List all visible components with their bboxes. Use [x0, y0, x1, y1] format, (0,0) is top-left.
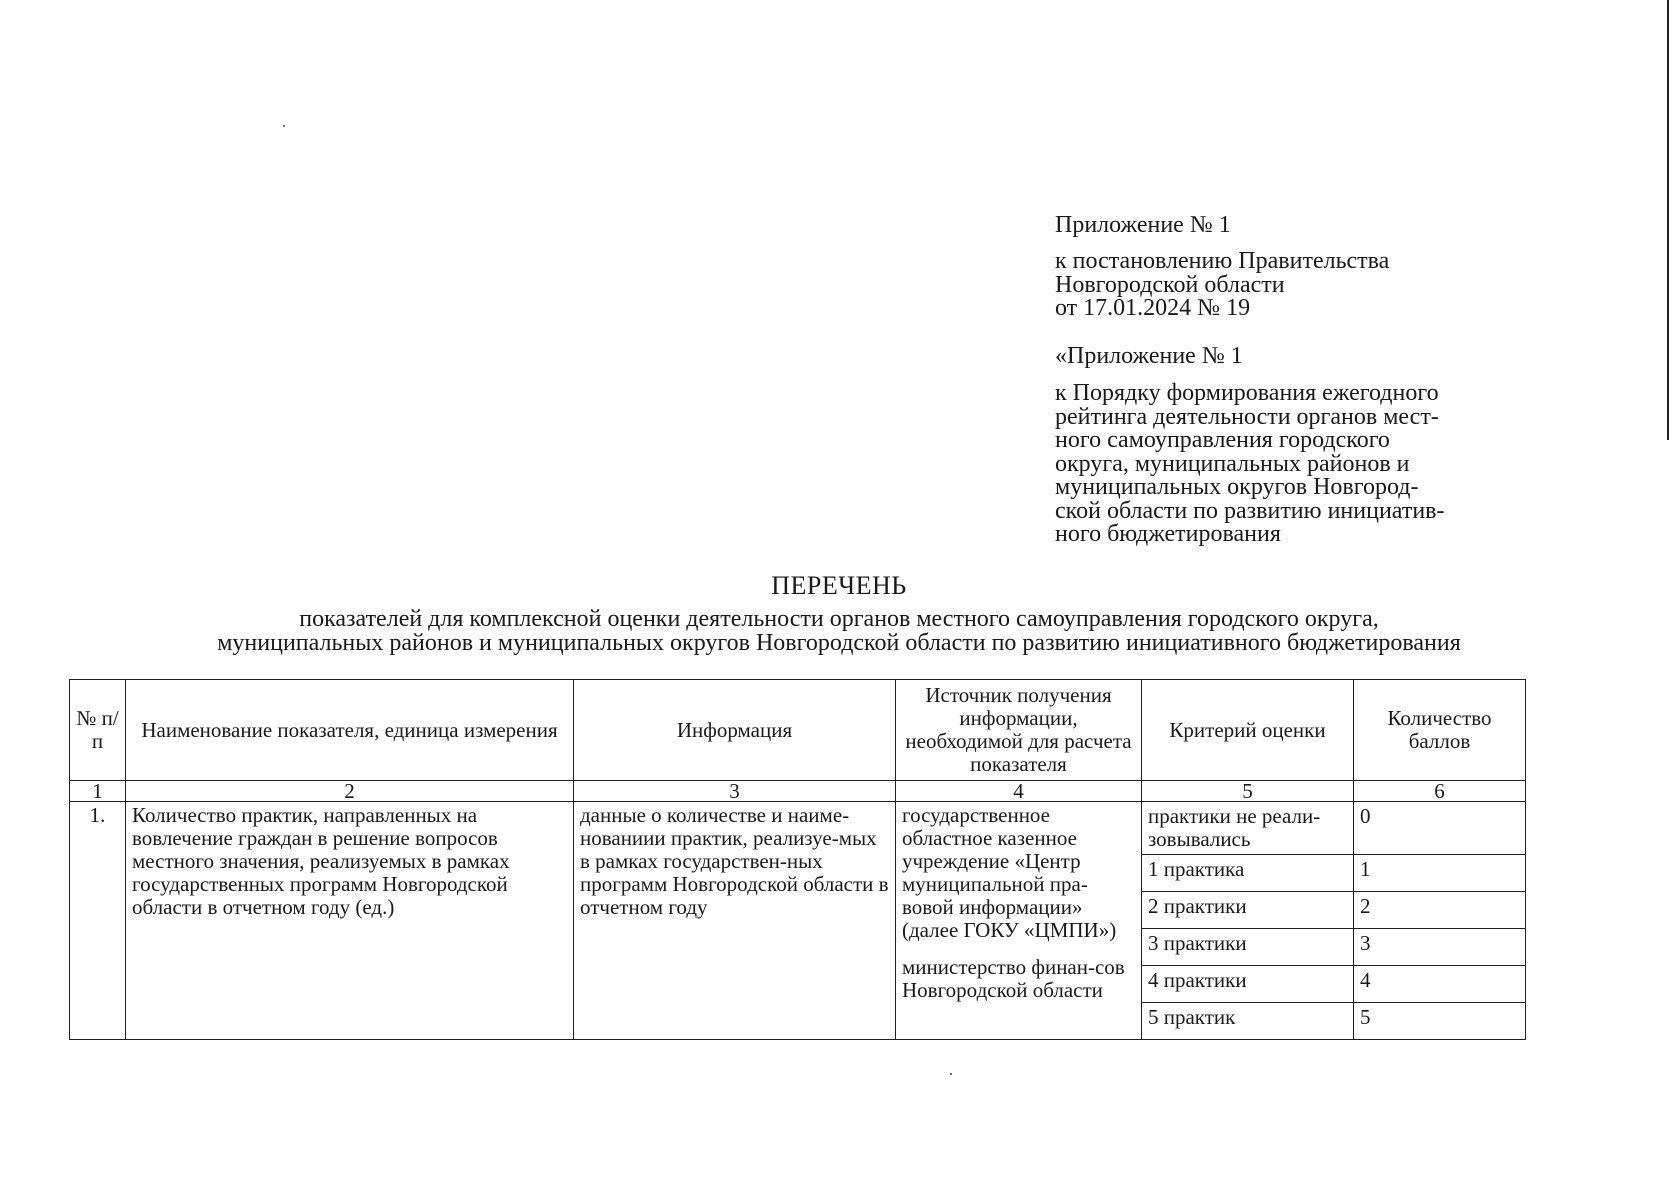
column-number: 6 [1354, 781, 1526, 802]
row-number: 1. [70, 802, 126, 1040]
page-edge-mark [1667, 0, 1669, 440]
header-number: № п/п [70, 680, 126, 781]
annex-2-line: округа, муниципальных районов и [1055, 450, 1410, 477]
source-primary: государственное областное казенное учреждение «Центр муниципальной пра-вовой информации» (далее ГОКУ «ЦМПИ») [902, 803, 1117, 942]
indicators-table [69, 679, 1526, 1040]
scan-speck [950, 1073, 952, 1075]
row-source [896, 802, 1142, 1040]
annex-2-line: ного бюджетирования [1055, 521, 1281, 547]
header-criterion: Критерий оценки [1142, 680, 1354, 781]
column-number-row [70, 781, 1526, 802]
points-cell: 4 [1354, 966, 1526, 1003]
header-source: Источник получения информации, необходимой для расчета показателя [896, 680, 1142, 781]
column-number: 2 [126, 781, 574, 802]
annex-2-line: ного самоуправления городского [1055, 427, 1390, 453]
row-indicator-name: Количество практик, направленных на вовлечение граждан в решение вопросов местного значения, реализуемых в рамках государственных программ Новгородской области в отчетном году (ед.) [126, 802, 574, 1040]
annex-2-title [1055, 345, 1243, 369]
annex-2-line: муниципальных округов Новгород- [1055, 474, 1419, 500]
annex-2-line: рейтинга деятельности органов мест- [1055, 403, 1439, 430]
scan-speck [283, 125, 285, 127]
column-number: 5 [1142, 781, 1354, 802]
criterion-cell: 1 практика [1142, 855, 1354, 892]
points-cell: 3 [1354, 929, 1526, 966]
table-header-row [70, 680, 1526, 781]
criterion-cell: 5 практик [1142, 1003, 1354, 1040]
annex-1-title [1055, 214, 1231, 238]
document-subtitle-line: муниципальных районов и муниципальных округов Новгородской области по развитию инициативного бюджетирования [217, 630, 1461, 656]
annex-1-line: Новгородской области [1055, 271, 1285, 298]
header-information: Информация [574, 680, 896, 781]
points-cell: 0 [1354, 802, 1526, 855]
criterion-cell: 3 практики [1142, 929, 1354, 966]
points-cell: 5 [1354, 1003, 1526, 1040]
criterion-cell: 4 практики [1142, 966, 1354, 1003]
header-indicator-name: Наименование показателя, единица измерения [126, 680, 574, 781]
column-number: 4 [896, 781, 1142, 802]
header-points: Количество баллов [1354, 680, 1526, 781]
annex-2-procedure-reference [1055, 382, 1535, 547]
points-cell: 1 [1354, 855, 1526, 892]
document-subtitle-line: показателей для комплексной оценки деятельности органов местного самоуправления городского округа, [299, 606, 1379, 632]
table-row [70, 802, 1526, 855]
column-number: 1 [70, 781, 126, 802]
column-number: 3 [574, 781, 896, 802]
criterion-cell: практики не реали-зовывались [1142, 802, 1354, 855]
row-information: данные о количестве и наиме-нованиии практик, реализуе-мых в рамках государствен-ных программ Новгородской области в отчетном году [574, 802, 896, 1040]
source-spacer [902, 942, 1135, 956]
annex-1-title-text: Приложение № 1 [1055, 212, 1231, 238]
document-title: ПЕРЕЧЕНЬ [771, 571, 907, 600]
annex-1-decree-reference [1055, 250, 1535, 321]
annex-1-line: к постановлению Правительства [1055, 248, 1390, 274]
annex-2-line: ской области по развитию инициатив- [1055, 497, 1445, 524]
annex-1-line: от 17.01.2024 № 19 [1055, 295, 1251, 321]
criterion-cell: 2 практики [1142, 892, 1354, 929]
document-subtitle [0, 607, 1678, 655]
annex-2-title-text: «Приложение № 1 [1055, 343, 1243, 369]
annex-2-line: к Порядку формирования ежегодного [1055, 380, 1439, 406]
source-secondary: министерство финан-сов Новгородской области [902, 955, 1125, 1002]
points-cell: 2 [1354, 892, 1526, 929]
